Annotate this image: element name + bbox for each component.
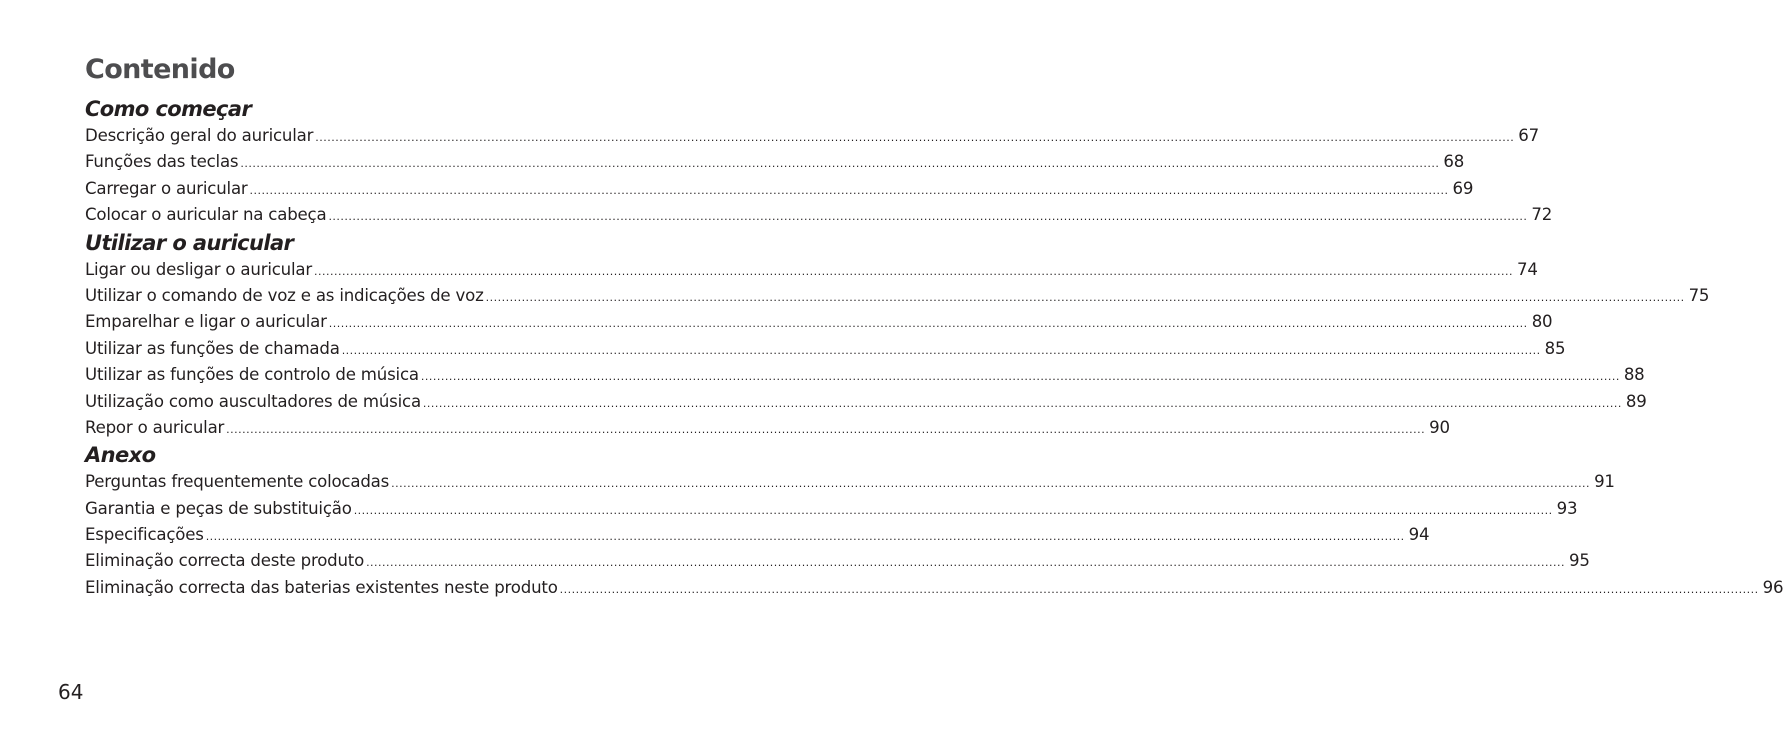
entry-page-number: 75 [1688, 285, 1710, 305]
entry-label: Especificações [85, 525, 204, 545]
dot-leader: ............................................................................................................................................................................................................................................................................................................ [240, 157, 1440, 171]
entry-label: Carregar o auricular [85, 178, 248, 198]
entry-page-number: 89 [1625, 391, 1647, 411]
entry-label: Ligar ou desligar o auricular [85, 259, 312, 279]
entry-label: Emparelhar e ligar o auricular [85, 312, 327, 332]
dot-leader: ............................................................................................................................................................................................................................................................................................................ [559, 582, 1759, 596]
entry-page-number: 69 [1452, 178, 1474, 198]
entry-label: Eliminação correcta deste produto [85, 551, 365, 571]
entry-label: Utilização como auscultadores de música [85, 391, 421, 411]
dot-leader: ............................................................................................................................................................................................................................................................................................................ [391, 477, 1591, 491]
entry-page-number: 94 [1408, 525, 1430, 545]
entry-page-number: 93 [1556, 498, 1578, 518]
toc-entry[interactable] [85, 415, 1450, 441]
toc-entry[interactable] [85, 575, 1783, 601]
entry-label: Utilizar as funções de controlo de música [85, 365, 419, 385]
entry-label: Repor o auricular [85, 417, 225, 437]
entry-page-number: 91 [1594, 472, 1615, 492]
toc-entry[interactable] [85, 309, 1553, 335]
dot-leader: ............................................................................................................................................................................................................................................................................................................ [485, 290, 1685, 304]
toc-section-utilizar-o-auricular [85, 229, 1710, 442]
dot-leader: ............................................................................................................................................................................................................................................................................................................ [353, 503, 1553, 517]
entry-page-number: 85 [1544, 338, 1566, 358]
toc-section-como-comecar [85, 95, 1553, 229]
entry-page-number: 96 [1762, 577, 1783, 597]
dot-leader: ............................................................................................................................................................................................................................................................................................................ [328, 317, 1528, 331]
entry-label: Perguntas frequentemente colocadas [85, 472, 390, 492]
dot-leader: ............................................................................................................................................................................................................................................................................................................ [328, 210, 1528, 224]
entry-page-number: 68 [1443, 152, 1465, 172]
entry-page-number: 72 [1531, 205, 1553, 225]
toc-entry[interactable] [85, 123, 1539, 149]
table-of-contents [85, 52, 1783, 601]
toc-entry[interactable] [85, 362, 1645, 388]
dot-leader: ............................................................................................................................................................................................................................................................................................................ [366, 556, 1566, 570]
entry-label: Colocar o auricular na cabeça [85, 205, 327, 225]
entry-label: Utilizar o comando de voz e as indicações de voz [85, 285, 484, 305]
section-heading: Como começar [85, 97, 252, 121]
toc-entry[interactable] [85, 522, 1430, 548]
entry-label: Funções das teclas [85, 152, 239, 172]
section-heading: Anexo [85, 443, 156, 468]
page-title: Contenido [85, 54, 235, 85]
entry-page-number: 74 [1516, 259, 1538, 279]
dot-leader: ............................................................................................................................................................................................................................................................................................................ [315, 131, 1515, 144]
toc-entry[interactable] [85, 257, 1538, 283]
entry-label: Descrição geral do auricular [85, 126, 314, 145]
toc-entry[interactable] [85, 469, 1615, 495]
toc-entry[interactable] [85, 283, 1710, 309]
entry-page-number: 80 [1531, 312, 1553, 332]
dot-leader: ............................................................................................................................................................................................................................................................................................................ [422, 396, 1622, 410]
dot-leader: ............................................................................................................................................................................................................................................................................................................ [205, 530, 1405, 544]
toc-entry[interactable] [85, 202, 1553, 228]
entry-label: Eliminação correcta das baterias existentes neste produto [85, 577, 558, 597]
toc-entry[interactable] [85, 336, 1566, 362]
entry-page-number: 88 [1623, 365, 1645, 385]
entry-label: Garantia e peças de substituição [85, 498, 352, 518]
dot-leader: ............................................................................................................................................................................................................................................................................................................ [420, 370, 1620, 384]
dot-leader: ............................................................................................................................................................................................................................................................................................................ [226, 422, 1426, 436]
dot-leader: ............................................................................................................................................................................................................................................................................................................ [314, 264, 1513, 278]
entry-page-number: 95 [1569, 551, 1590, 571]
page-number: 64 [58, 680, 84, 704]
entry-page-number: 67 [1518, 126, 1539, 145]
entry-page-number: 90 [1429, 417, 1450, 437]
toc-entry[interactable] [85, 389, 1647, 415]
toc-entry[interactable] [85, 496, 1578, 522]
section-heading: Utilizar o auricular [85, 230, 294, 255]
dot-leader: ............................................................................................................................................................................................................................................................................................................ [341, 343, 1541, 357]
toc-entry[interactable] [85, 176, 1474, 202]
toc-entry[interactable] [85, 149, 1465, 175]
toc-section-anexo [85, 441, 1783, 601]
entry-label: Utilizar as funções de chamada [85, 338, 340, 358]
toc-entry[interactable] [85, 548, 1590, 574]
dot-leader: ............................................................................................................................................................................................................................................................................................................ [249, 183, 1449, 197]
